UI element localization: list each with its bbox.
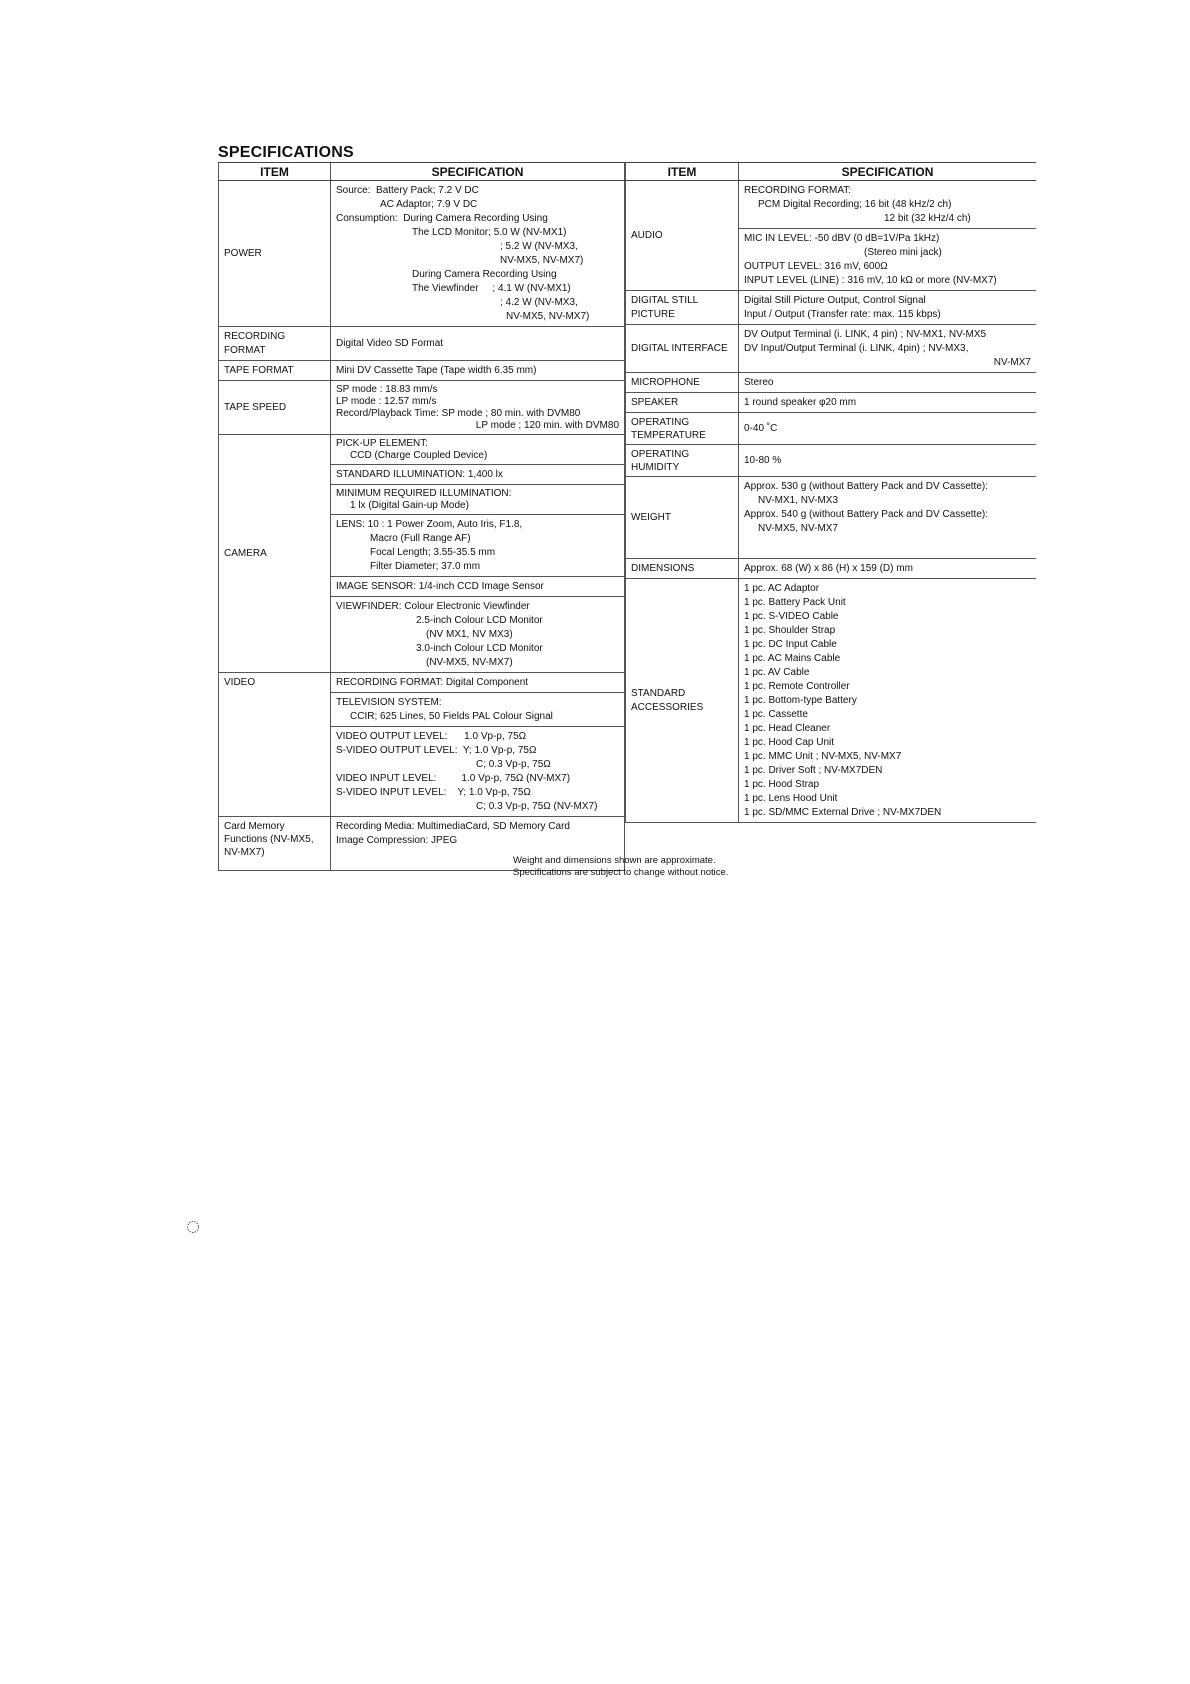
- item-dimensions: DIMENSIONS: [626, 559, 739, 579]
- item-operating-temperature: OPERATING TEMPERATURE: [626, 413, 739, 445]
- list-item: 1 pc. Hood Strap: [744, 779, 820, 790]
- row-audio-recording: [626, 181, 1037, 229]
- spec-camera-image-sensor: IMAGE SENSOR: 1/4-inch CCD Image Sensor: [331, 577, 625, 597]
- row-recording-format: [219, 327, 625, 361]
- header-specification: SPECIFICATION: [331, 163, 625, 181]
- list-item: 1 pc. Head Cleaner: [744, 723, 831, 734]
- list-item: 1 pc. Battery Pack Unit: [744, 597, 846, 608]
- right-spec-column: [625, 162, 1036, 823]
- spec-camera-lens: [331, 515, 625, 577]
- spec-line: PCM Digital Recording; 16 bit (48 kHz/2 ch): [758, 199, 952, 210]
- item-accessories: STANDARD ACCESSORIES: [626, 579, 739, 823]
- spec-accessories: [739, 579, 1037, 823]
- page-title: SPECIFICATIONS: [218, 144, 354, 161]
- header-item: ITEM: [219, 163, 331, 181]
- left-spec-column: [218, 162, 625, 871]
- spec-line: Input / Output (Transfer rate: max. 115 kbps): [744, 309, 941, 320]
- spec-audio-recording: [739, 181, 1037, 229]
- spec-line: NV-MX7: [993, 357, 1031, 368]
- spec-line: The Viewfinder ; 4.1 W (NV-MX1): [412, 283, 571, 294]
- spec-line: DV Input/Output Terminal (i. LINK, 4pin) ; NV-MX3,: [744, 343, 969, 354]
- spec-line: NV-MX5, NV-MX7): [506, 311, 590, 322]
- spec-line: Approx. 530 g (without Battery Pack and DV Cassette):: [744, 481, 989, 492]
- spec-line: MIC IN LEVEL: -50 dBV (0 dB=1V/Pa 1kHz): [744, 233, 940, 244]
- spec-digital-interface: [739, 325, 1037, 373]
- spec-line: CCIR; 625 Lines, 50 Fields PAL Colour Signal: [350, 711, 553, 722]
- spec-line: SP mode : 18.83 mm/s: [336, 384, 438, 395]
- spec-line: 3.0-inch Colour LCD Monitor: [416, 643, 543, 654]
- spec-video-recording: RECORDING FORMAT: Digital Component: [331, 673, 625, 693]
- list-item: 1 pc. Driver Soft ; NV-MX7DEN: [744, 765, 883, 776]
- list-item: 1 pc. AV Cable: [744, 667, 810, 678]
- footnote: Weight and dimensions shown are approximate.: [513, 855, 716, 866]
- row-weight: [626, 477, 1037, 559]
- spec-power: [331, 181, 625, 327]
- spec-video-tv-system: [331, 693, 625, 727]
- item-recording-format: RECORDING FORMAT: [219, 327, 331, 361]
- circle-mark-icon: [186, 1220, 200, 1234]
- row-tape-format: [219, 361, 625, 381]
- spec-line: VIDEO OUTPUT LEVEL: 1.0 Vp-p, 75Ω: [336, 731, 527, 742]
- spec-line: Source: Battery Pack; 7.2 V DC: [336, 185, 479, 196]
- spec-line: INPUT LEVEL (LINE) : 316 mV, 10 kΩ or more (NV-MX7): [744, 275, 997, 286]
- spec-line: TELEVISION SYSTEM:: [336, 697, 442, 708]
- spec-video-levels: [331, 727, 625, 817]
- spec-line: ; 4.2 W (NV-MX3,: [500, 297, 578, 308]
- spec-line: NV-MX5, NV-MX7: [758, 523, 839, 534]
- spec-line: OUTPUT LEVEL: 316 mV, 600Ω: [744, 261, 888, 272]
- list-item: 1 pc. SD/MMC External Drive ; NV-MX7DEN: [744, 807, 942, 818]
- list-item: 1 pc. Lens Hood Unit: [744, 793, 838, 804]
- spec-camera-min-illumination: [331, 485, 625, 515]
- spec-speaker: 1 round speaker φ20 mm: [739, 393, 1037, 413]
- header-item: ITEM: [626, 163, 739, 181]
- spec-camera-illumination: STANDARD ILLUMINATION: 1,400 lx: [331, 465, 625, 485]
- row-tape-speed: [219, 381, 625, 435]
- spec-line: VIDEO INPUT LEVEL: 1.0 Vp-p, 75Ω (NV-MX7): [336, 773, 571, 784]
- spec-line: Approx. 540 g (without Battery Pack and DV Cassette):: [744, 509, 989, 520]
- spec-line: NV-MX5, NV-MX7): [500, 255, 584, 266]
- list-item: 1 pc. Hood Cap Unit: [744, 737, 835, 748]
- list-item: 1 pc. MMC Unit ; NV-MX5, NV-MX7: [744, 751, 902, 762]
- row-speaker: [626, 393, 1037, 413]
- spec-line: Image Compression: JPEG: [336, 835, 458, 846]
- item-tape-speed: TAPE SPEED: [219, 381, 331, 435]
- spec-operating-temperature: 0-40 ˚C: [739, 413, 1037, 445]
- spec-line: S-VIDEO INPUT LEVEL: Y; 1.0 Vp-p, 75Ω: [336, 787, 531, 798]
- spec-line: Consumption: During Camera Recording Using: [336, 213, 548, 224]
- spec-line: VIEWFINDER: Colour Electronic Viewfinder: [336, 601, 530, 612]
- spec-dimensions: Approx. 68 (W) x 86 (H) x 159 (D) mm: [739, 559, 1037, 579]
- spec-line: LP mode : 12.57 mm/s: [336, 396, 437, 407]
- table-header: [626, 163, 1037, 181]
- spec-line: S-VIDEO OUTPUT LEVEL: Y; 1.0 Vp-p, 75Ω: [336, 745, 537, 756]
- table-header: [219, 163, 625, 181]
- row-camera-pickup: [219, 435, 625, 465]
- spec-line: DV Output Terminal (i. LINK, 4 pin) ; NV-MX1, NV-MX5: [744, 329, 987, 340]
- spec-line: C; 0.3 Vp-p, 75Ω (NV-MX7): [476, 801, 598, 812]
- list-item: 1 pc. Remote Controller: [744, 681, 850, 692]
- spec-line: (NV MX1, NV MX3): [426, 629, 513, 640]
- list-item: 1 pc. DC Input Cable: [744, 639, 837, 650]
- item-digital-interface: DIGITAL INTERFACE: [626, 325, 739, 373]
- spec-line: 12 bit (32 kHz/4 ch): [884, 213, 971, 224]
- spec-line: Record/Playback Time: SP mode ; 80 min. with DVM80: [336, 408, 581, 419]
- spec-line: C; 0.3 Vp-p, 75Ω: [476, 759, 551, 770]
- item-audio: AUDIO: [626, 181, 739, 291]
- spec-recording-format: Digital Video SD Format: [331, 327, 625, 361]
- item-video: VIDEO: [219, 673, 331, 817]
- row-digital-still: [626, 291, 1037, 325]
- spec-line: Digital Still Picture Output, Control Signal: [744, 295, 926, 306]
- item-tape-format: TAPE FORMAT: [219, 361, 331, 381]
- row-operating-temperature: [626, 413, 1037, 445]
- spec-line: (NV-MX5, NV-MX7): [426, 657, 513, 668]
- spec-line: AC Adaptor; 7.9 V DC: [380, 199, 478, 210]
- footnotes: [513, 855, 728, 879]
- row-dimensions: [626, 559, 1037, 579]
- spec-line: LP mode ; 120 min. with DVM80: [475, 420, 619, 431]
- list-item: 1 pc. AC Adaptor: [744, 583, 820, 594]
- spec-line: MINIMUM REQUIRED ILLUMINATION:: [336, 488, 512, 499]
- spec-line: Filter Diameter; 37.0 mm: [370, 561, 481, 572]
- row-digital-interface: [626, 325, 1037, 373]
- item-operating-humidity: OPERATING HUMIDITY: [626, 445, 739, 477]
- spec-line: 2.5-inch Colour LCD Monitor: [416, 615, 543, 626]
- spec-line: Macro (Full Range AF): [370, 533, 471, 544]
- spec-line: Recording Media: MultimediaCard, SD Memory Card: [336, 821, 570, 832]
- spec-line: ; 5.2 W (NV-MX3,: [500, 241, 578, 252]
- item-digital-still: DIGITAL STILL PICTURE: [626, 291, 739, 325]
- spec-line: NV-MX1, NV-MX3: [758, 495, 839, 506]
- list-item: 1 pc. AC Mains Cable: [744, 653, 841, 664]
- row-microphone: [626, 373, 1037, 393]
- spec-line: LENS: 10 : 1 Power Zoom, Auto Iris, F1.8,: [336, 519, 523, 530]
- header-specification: SPECIFICATION: [739, 163, 1037, 181]
- spec-weight: [739, 477, 1037, 559]
- footnote: Specifications are subject to change without notice.: [513, 867, 729, 878]
- item-power: POWER: [219, 181, 331, 327]
- list-item: 1 pc. Shoulder Strap: [744, 625, 836, 636]
- spec-microphone: Stereo: [739, 373, 1037, 393]
- row-power: [219, 181, 625, 327]
- item-camera: CAMERA: [219, 435, 331, 673]
- spec-line: 1 lx (Digital Gain-up Mode): [350, 500, 469, 511]
- spec-line: CCD (Charge Coupled Device): [350, 450, 488, 461]
- spec-line: The LCD Monitor; 5.0 W (NV-MX1): [412, 227, 567, 238]
- item-weight: WEIGHT: [626, 477, 739, 559]
- row-video-recording: [219, 673, 625, 693]
- spec-operating-humidity: 10-80 %: [739, 445, 1037, 477]
- item-card-memory: Card Memory Functions (NV-MX5, NV-MX7): [219, 817, 331, 871]
- spec-tape-speed: [331, 381, 625, 435]
- spec-camera-viewfinder: [331, 597, 625, 673]
- spec-digital-still: [739, 291, 1037, 325]
- spec-line: During Camera Recording Using: [412, 269, 557, 280]
- row-accessories: [626, 579, 1037, 823]
- spec-tape-format: Mini DV Cassette Tape (Tape width 6.35 mm): [331, 361, 625, 381]
- spec-audio-levels: [739, 229, 1037, 291]
- list-item: 1 pc. Bottom-type Battery: [744, 695, 857, 706]
- spec-line: PICK-UP ELEMENT:: [336, 438, 429, 449]
- item-microphone: MICROPHONE: [626, 373, 739, 393]
- spec-line: RECORDING FORMAT:: [744, 185, 852, 196]
- item-speaker: SPEAKER: [626, 393, 739, 413]
- spec-camera-pickup: [331, 435, 625, 465]
- spec-line: (Stereo mini jack): [864, 247, 942, 258]
- list-item: 1 pc. S-VIDEO Cable: [744, 611, 839, 622]
- row-operating-humidity: [626, 445, 1037, 477]
- list-item: 1 pc. Cassette: [744, 709, 808, 720]
- spec-line: Focal Length; 3.55-35.5 mm: [370, 547, 496, 558]
